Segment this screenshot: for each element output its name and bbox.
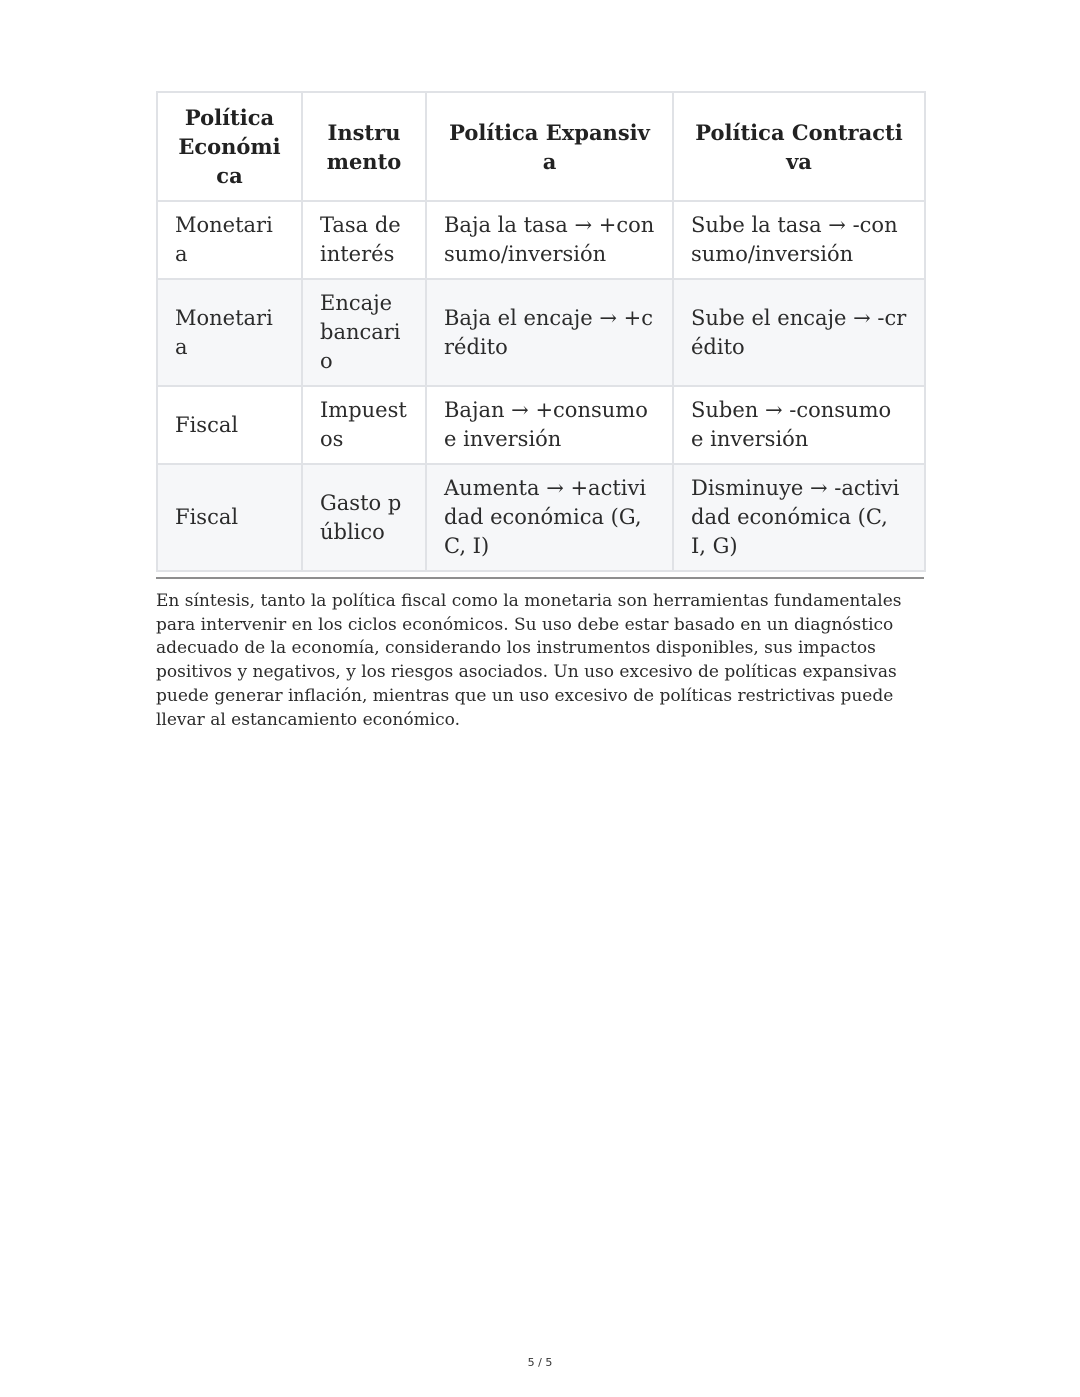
policy-table	[156, 91, 926, 572]
header-politica-contractiva: Política Contractiva	[673, 92, 925, 201]
table-row	[157, 201, 925, 279]
cell-instrument: Gasto público	[302, 464, 426, 571]
header-instrumento: Instrumento	[302, 92, 426, 201]
table-row	[157, 386, 925, 464]
cell-instrument: Tasa de interés	[302, 201, 426, 279]
document-page	[156, 91, 924, 572]
page-number: 5 / 5	[527, 1356, 553, 1369]
cell-expansive: Bajan → +consumo e inversión	[426, 386, 673, 464]
summary-paragraph: En síntesis, tanto la política fiscal como la monetaria son herramientas fundamentales para intervenir en los ciclos económicos. Su uso debe estar basado en un diagnóstico adecuado de la economía, considerando los instrumentos disponibles, sus impactos positivos y negativos, y los riesgos asociados. Un uso excesivo de políticas expansivas puede generar inflación, mientras que un uso excesivo de políticas restrictivas puede llevar al estancamiento económico.	[156, 591, 902, 730]
table-row	[157, 464, 925, 571]
cell-contractive: Sube el encaje → -crédito	[673, 279, 925, 386]
cell-expansive: Baja la tasa → +consumo/inversión	[426, 201, 673, 279]
cell-policy-type: Monetaria	[157, 279, 302, 386]
cell-contractive: Sube la tasa → -consumo/inversión	[673, 201, 925, 279]
header-politica-economica: Política Económica	[157, 92, 302, 201]
cell-policy-type: Monetaria	[157, 201, 302, 279]
cell-policy-type: Fiscal	[157, 386, 302, 464]
cell-expansive: Aumenta → +actividad económica (G, C, I)	[426, 464, 673, 571]
cell-policy-type: Fiscal	[157, 464, 302, 571]
cell-contractive: Disminuye → -actividad económica (C, I, G)	[673, 464, 925, 571]
table-header-row	[157, 92, 925, 201]
table-row	[157, 279, 925, 386]
cell-contractive: Suben → -consumo e inversión	[673, 386, 925, 464]
cell-instrument: Encaje bancario	[302, 279, 426, 386]
cell-expansive: Baja el encaje → +crédito	[426, 279, 673, 386]
horizontal-divider	[156, 577, 924, 579]
cell-instrument: Impuestos	[302, 386, 426, 464]
header-politica-expansiva: Política Expansiva	[426, 92, 673, 201]
